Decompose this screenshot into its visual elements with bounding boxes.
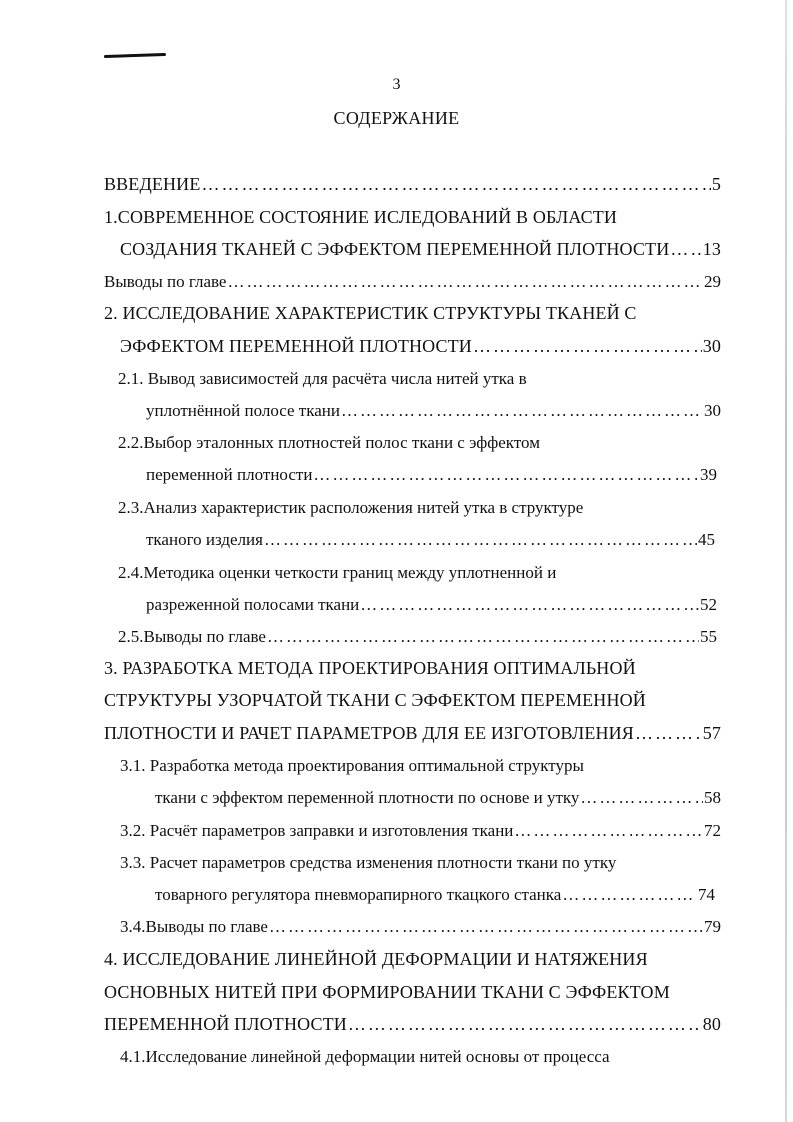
- toc-entry-page: 57: [702, 723, 721, 743]
- toc-entry: [104, 689, 646, 711]
- toc-entry-text: ПЛОТНОСТИ И РАЧЕТ ПАРАМЕТРОВ ДЛЯ ЕЕ ИЗГОТОВЛЕНИЯ: [104, 723, 634, 743]
- scan-page-edge: [785, 0, 787, 1122]
- toc-entry-text: 3. РАЗРАБОТКА МЕТОДА ПРОЕКТИРОВАНИЯ ОПТИМАЛЬНОЙ: [104, 658, 636, 678]
- toc-entry-text: ПЕРЕМЕННОЙ ПЛОТНОСТИ: [104, 1014, 347, 1034]
- toc-leader-dots: [514, 820, 703, 842]
- toc-entry-text: ОСНОВНЫХ НИТЕЙ ПРИ ФОРМИРОВАНИИ ТКАНИ С ЭФФЕКТОМ: [104, 982, 670, 1002]
- toc-entry-page: 55: [700, 627, 717, 646]
- toc-entry-page: 30: [704, 401, 721, 420]
- toc-entry-text: 4. ИССЛЕДОВАНИЕ ЛИНЕЙНОЙ ДЕФОРМАЦИИ И НАТЯЖЕНИЯ: [104, 949, 648, 969]
- toc-entry: [146, 594, 717, 616]
- toc-entry-page: 13: [702, 239, 721, 259]
- toc-entry-page: 5: [711, 174, 721, 194]
- toc-entry: [120, 335, 721, 357]
- toc-entry-text: 3.4.Выводы по главе: [120, 917, 268, 936]
- toc-leader-dots: [267, 626, 699, 648]
- toc-entry: [146, 464, 717, 486]
- toc-entry: [104, 657, 636, 679]
- toc-entry-page: 52: [700, 595, 717, 614]
- toc-entry-page: 72: [704, 821, 721, 840]
- toc-leader-dots: [348, 1013, 702, 1035]
- toc-entry: [120, 238, 721, 260]
- toc-entry: [118, 368, 527, 390]
- toc-leader-dots: [580, 787, 703, 809]
- toc-entry-page: 30: [702, 336, 721, 356]
- toc-leader-dots: [670, 238, 701, 260]
- toc-entry: [118, 562, 556, 584]
- toc-entry-text: 2. ИССЛЕДОВАНИЕ ХАРАКТЕРИСТИК СТРУКТУРЫ ТКАНЕЙ С: [104, 303, 637, 323]
- toc-entry-text: Выводы по главе: [104, 272, 227, 291]
- toc-entry-text: 2.1. Вывод зависимостей для расчёта числа нитей утка в: [118, 369, 527, 388]
- toc-leader-dots: [473, 335, 702, 357]
- toc-entry-text: СОЗДАНИЯ ТКАНЕЙ С ЭФФЕКТОМ ПЕРЕМЕННОЙ ПЛОТНОСТИ: [120, 239, 670, 259]
- toc-entry: [104, 722, 721, 744]
- toc-entry: [155, 884, 715, 906]
- toc-entry-text: 4.1.Исследование линейной деформации нитей основы от процесса: [120, 1047, 610, 1066]
- toc-leader-dots: [635, 722, 702, 744]
- toc-entry-text: товарного регулятора пневморапирного ткацкого станка: [155, 885, 562, 904]
- toc-entry: [104, 206, 617, 228]
- toc-entry: [118, 432, 540, 454]
- toc-leader-dots: [201, 173, 710, 195]
- toc-entry-text: уплотнённой полосе ткани: [146, 401, 340, 420]
- toc-entry: [104, 948, 648, 970]
- scan-artifact-mark: [104, 53, 166, 58]
- toc-entry: [146, 529, 715, 551]
- toc-leader-dots: [313, 464, 699, 486]
- toc-entry-page: 39: [700, 465, 717, 484]
- toc-entry-page: 80: [702, 1014, 721, 1034]
- toc-entry: [104, 302, 637, 324]
- toc-entry-page: 45: [698, 530, 715, 549]
- toc-entry: [104, 173, 721, 195]
- toc-entry-text: 1.СОВРЕМЕННОЕ СОСТОЯНИЕ ИСЛЕДОВАНИЙ В ОБЛАСТИ: [104, 207, 618, 227]
- toc-entry-text: 2.5.Выводы по главе: [118, 627, 266, 646]
- toc-entry-text: 2.4.Методика оценки четкости границ между уплотненной и: [118, 563, 557, 582]
- toc-entry-page: 74: [698, 885, 715, 904]
- toc-entry: [120, 852, 616, 874]
- toc-entry: [120, 820, 721, 842]
- toc-entry-text: разреженной полосами ткани: [146, 595, 360, 614]
- toc-entry: [118, 497, 583, 519]
- toc-entry-text: тканого изделия: [146, 530, 263, 549]
- toc-leader-dots: [360, 594, 699, 616]
- toc-leader-dots: [264, 529, 697, 551]
- toc-entry-text: ВВЕДЕНИЕ: [104, 174, 201, 194]
- toc-entry-text: ткани с эффектом переменной плотности по основе и утку: [155, 788, 580, 807]
- toc-leader-dots: [562, 884, 697, 906]
- toc-entry: [104, 271, 721, 293]
- toc-entry-text: ЭФФЕКТОМ ПЕРЕМЕННОЙ ПЛОТНОСТИ: [120, 336, 472, 356]
- toc-entry-page: 79: [704, 917, 721, 936]
- page-title: СОДЕРЖАНИЕ: [333, 108, 460, 128]
- toc-entry: [118, 626, 717, 648]
- toc-entry-page: 58: [704, 788, 721, 807]
- toc-entry: [104, 981, 670, 1003]
- toc-entry: [120, 916, 721, 938]
- toc-entry-text: 3.1. Разработка метода проектирования оптимальной структуры: [120, 756, 584, 775]
- toc-leader-dots: [227, 271, 703, 293]
- toc-leader-dots: [341, 400, 703, 422]
- toc-entry-text: переменной плотности: [146, 465, 313, 484]
- toc-entry: [120, 1046, 610, 1068]
- toc-entry: [104, 1013, 721, 1035]
- toc-entry-page: 29: [704, 272, 721, 291]
- toc-entry-text: 3.3. Расчет параметров средства изменения плотности ткани по утку: [120, 853, 617, 872]
- toc-leader-dots: [269, 916, 703, 938]
- page-number: 3: [392, 76, 401, 93]
- toc-entry: [120, 755, 584, 777]
- toc-entry-text: 3.2. Расчёт параметров заправки и изготовления ткани: [120, 821, 514, 840]
- toc-entry-text: СТРУКТУРЫ УЗОРЧАТОЙ ТКАНИ С ЭФФЕКТОМ ПЕРЕМЕННОЙ: [104, 690, 646, 710]
- toc-entry: [155, 787, 721, 809]
- toc-entry-text: 2.3.Анализ характеристик расположения нитей утка в структуре: [118, 498, 584, 517]
- toc-entry: [146, 400, 721, 422]
- toc-entry-text: 2.2.Выбор эталонных плотностей полос ткани с эффектом: [118, 433, 540, 452]
